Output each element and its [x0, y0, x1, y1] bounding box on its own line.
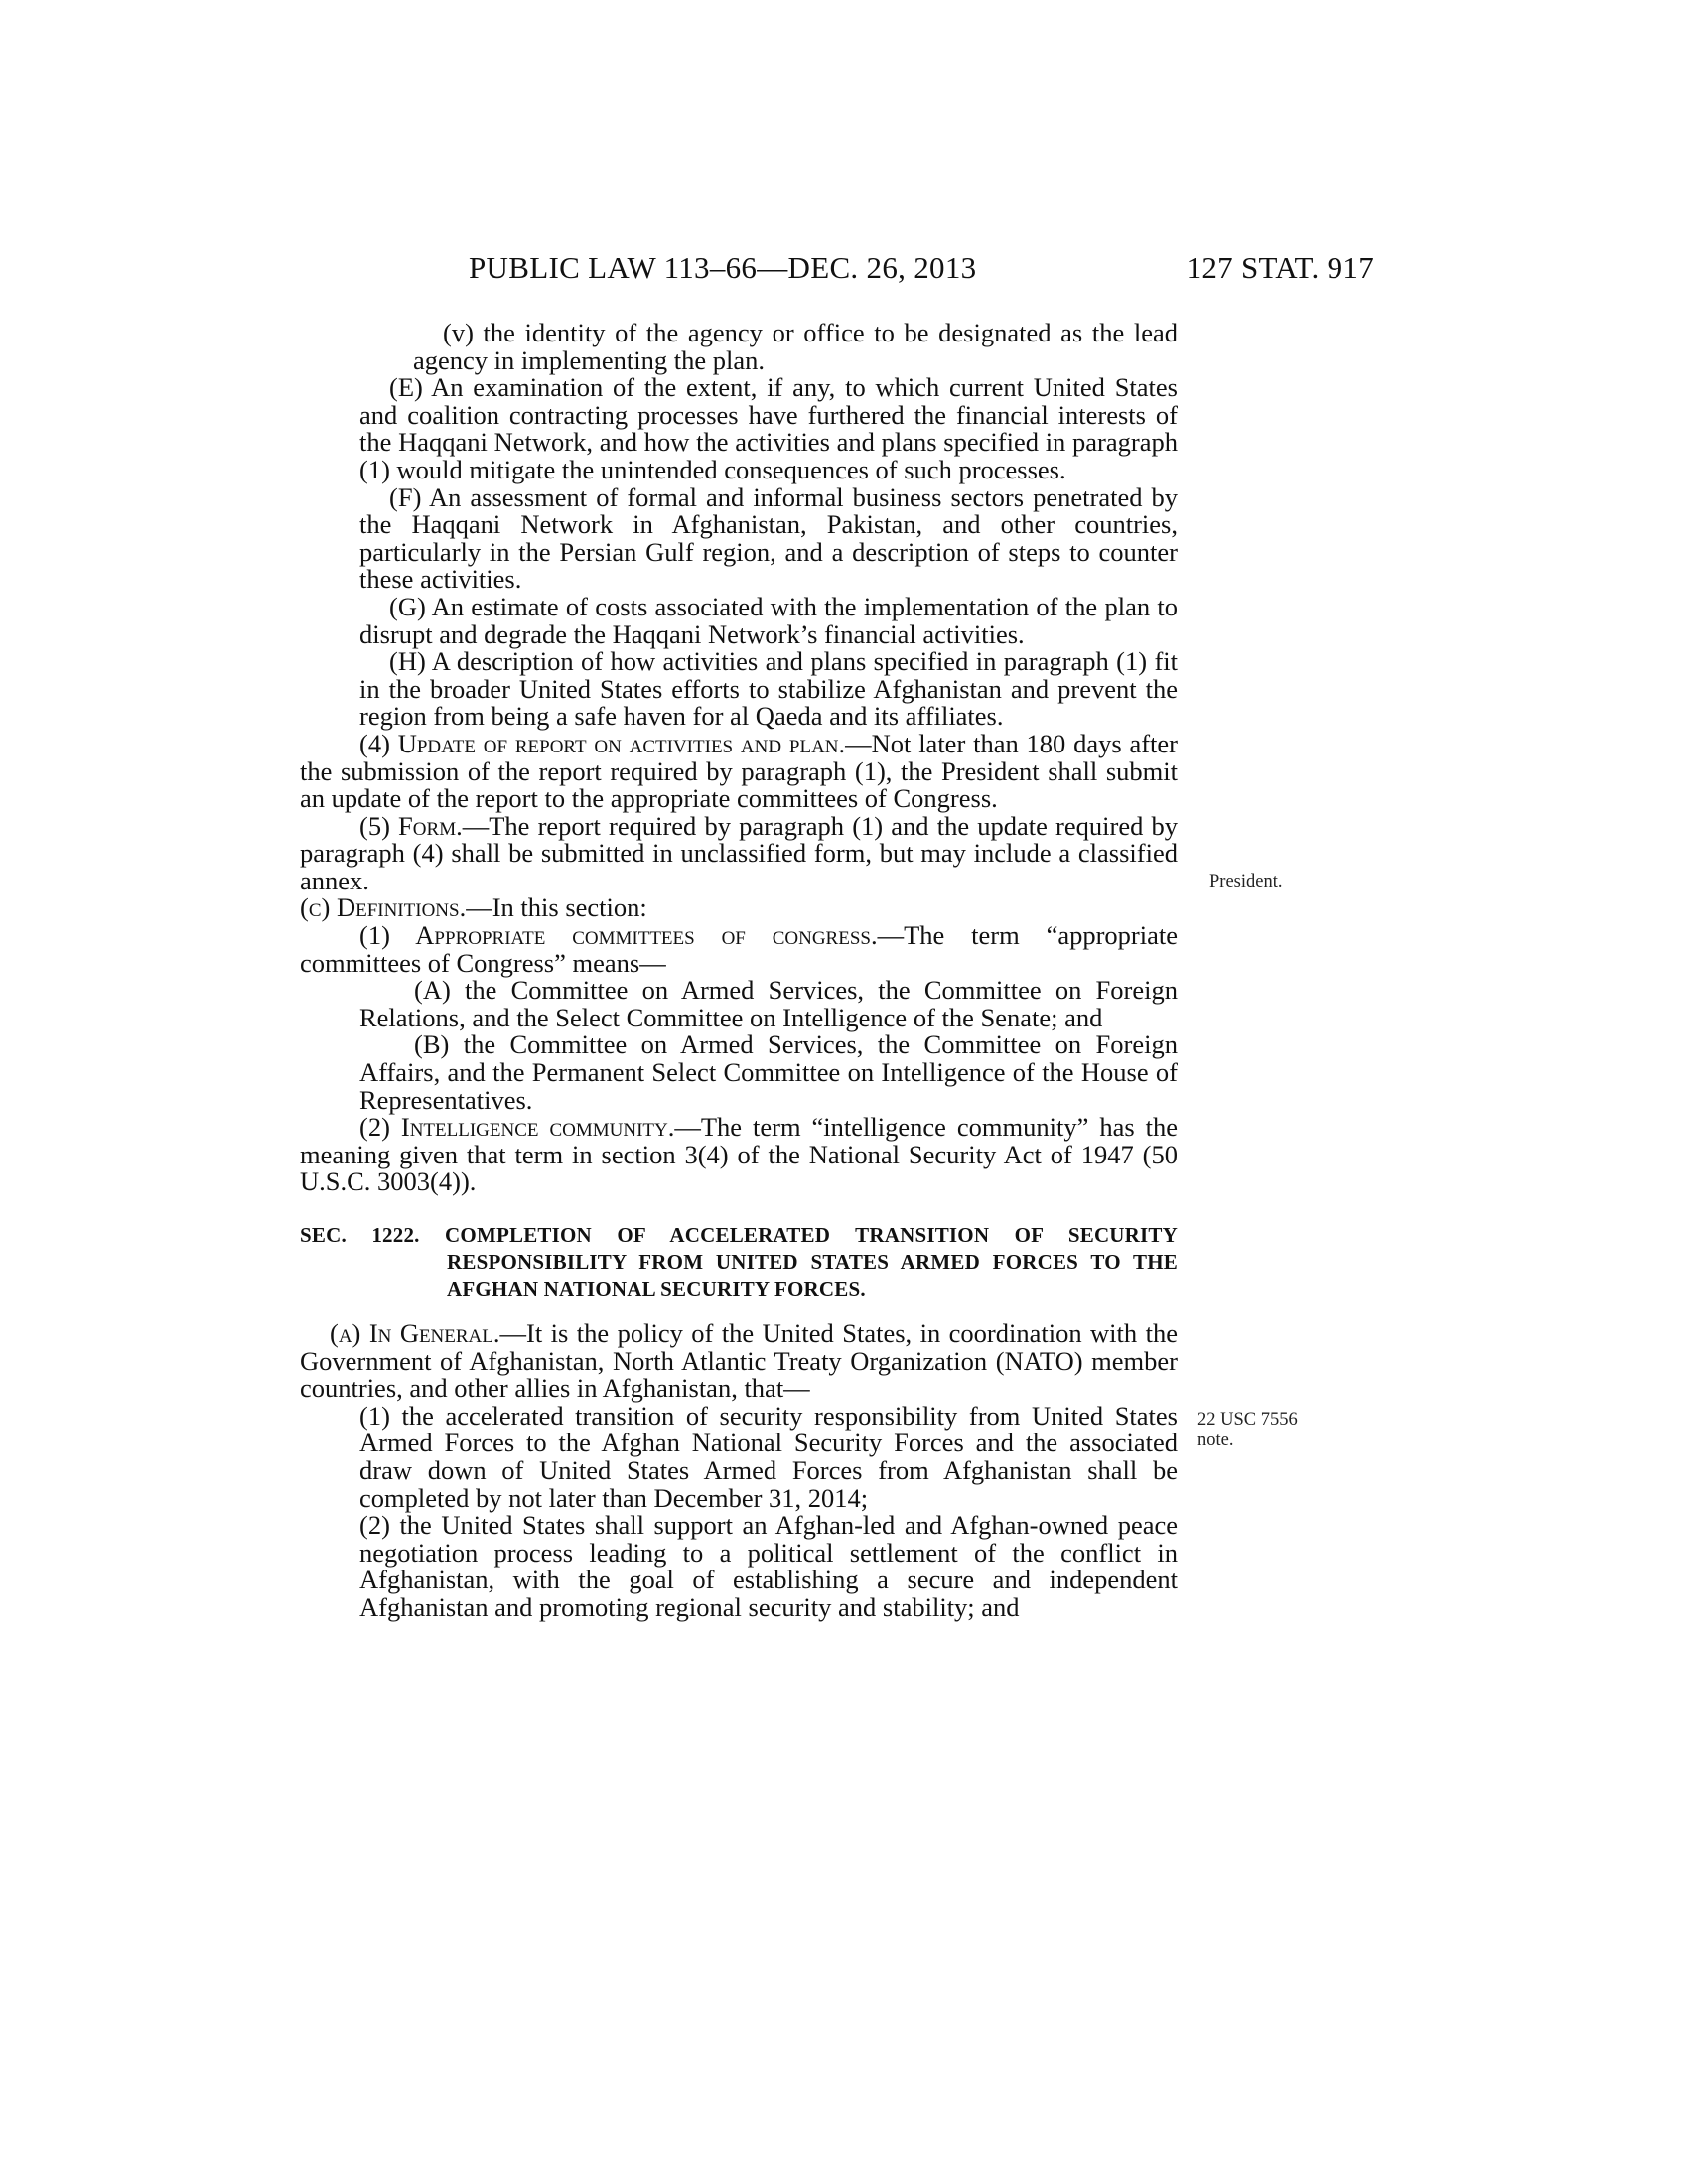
- margin-note-usc-line2: note.: [1197, 1431, 1234, 1450]
- section-heading: SEC. 1222. COMPLETION OF ACCELERATED TRANSITION OF SECURITY RESPONSIBILITY FROM UNITED STATES ARMED FORCES TO THE AFGHAN NATIONAL SECURITY FORCES.: [300, 1223, 1178, 1300]
- subsection-c-heading: (c) Definitions.: [300, 892, 467, 923]
- subsection-a-text: —It is the policy of the United States, in coordination with the Government of Afghanistan, North Atlantic Treaty Organization (NATO) member countries, and other allies in Afghanistan, that—: [300, 1318, 1178, 1404]
- subparagraph-f: (F) An assessment of formal and informal business sectors penetrated by the Haqqani Network in Afghanistan, Pakistan, and other countries, particularly in the Persian Gulf region, and a description of steps to counter these activities.: [359, 481, 1178, 595]
- subsection-c: [300, 894, 1178, 922]
- paragraph-5-heading: (5) Form.: [359, 810, 463, 841]
- paragraph-4: [300, 728, 1178, 814]
- definition-1-a: (A) the Committee on Armed Services, the Committee on Foreign Relations, and the Select Committee on Intelligence of the Senate; and: [359, 975, 1178, 1032]
- margin-note-usc-line1: 22 USC 7556: [1197, 1410, 1298, 1430]
- document-body: [300, 320, 1178, 1622]
- subsection-a: [300, 1320, 1178, 1403]
- subparagraph-g: (G) An estimate of costs associated with the implementation of the plan to disrupt and degrade the Haqqani Network’s financial activities.: [359, 591, 1178, 649]
- paragraph-4-text: —Not later than 180 days after the submission of the report required by paragraph (1), the President shall submit an update of the report to the appropriate committees of Congress.: [300, 728, 1178, 814]
- running-header-title: PUBLIC LAW 113–66—DEC. 26, 2013: [469, 250, 977, 285]
- paragraph-5-text: —The report required by paragraph (1) and the update required by paragraph (4) shall be submitted in unclassified form, but may include a classified annex.: [300, 810, 1178, 895]
- definition-2-text: —The term “intelligence community” has the meaning given that term in section 3(4) of the National Security Act of 1947 (50 U.S.C. 3003(4)).: [300, 1112, 1178, 1197]
- definition-1-text: —The term “appropriate committees of Congress” means—: [300, 920, 1178, 978]
- policy-item-2: (2) the United States shall support an Afghan-led and Afghan-owned peace negotiation process leading to a political settlement of the conflict in Afghanistan, with the goal of establishing a secure and independent Afghanistan and promoting regional security and stability; and: [359, 1510, 1178, 1622]
- definition-1-heading: (1) Appropriate committees of congress.: [359, 920, 878, 951]
- definition-2: [300, 1114, 1178, 1196]
- subsection-a-heading: (a) In General.: [330, 1318, 500, 1348]
- subparagraph-e: (E) An examination of the extent, if any, to which current United States and coalition contracting processes have furthered the financial interests of the Haqqani Network, and how the activities and plans specified in paragraph (1) would mitigate the unintended consequences of such processes.: [359, 372, 1178, 484]
- definition-1-b: (B) the Committee on Armed Services, the Committee on Foreign Affairs, and the Permanent Select Committee on Intelligence of the House of Representatives.: [359, 1029, 1178, 1115]
- definition-1: [300, 922, 1178, 977]
- margin-note-usc: [1197, 1410, 1298, 1451]
- paragraph-5: [300, 810, 1178, 895]
- policy-item-1: (1) the accelerated transition of security responsibility from United States Armed Forces to the Afghan National Security Forces and the associated draw down of United States Armed Forces from Afghanistan shall be completed by not later than December 31, 2014;: [359, 1400, 1178, 1513]
- subsection-c-text: —In this section:: [466, 892, 647, 923]
- margin-note-president: President.: [1209, 872, 1283, 891]
- definition-2-heading: (2) Intelligence community.: [359, 1112, 675, 1143]
- subparagraph-h: (H) A description of how activities and plans specified in paragraph (1) fit in the broader United States efforts to stabilize Afghanistan and prevent the region from being a safe haven for al Qaeda and its affiliates.: [359, 646, 1178, 732]
- paragraph-4-heading: (4) Update of report on activities and plan.: [359, 728, 846, 758]
- page-citation: 127 STAT. 917: [1186, 250, 1374, 285]
- clause-v: (v) the identity of the agency or office to be designated as the lead agency in implementing the plan.: [413, 318, 1178, 375]
